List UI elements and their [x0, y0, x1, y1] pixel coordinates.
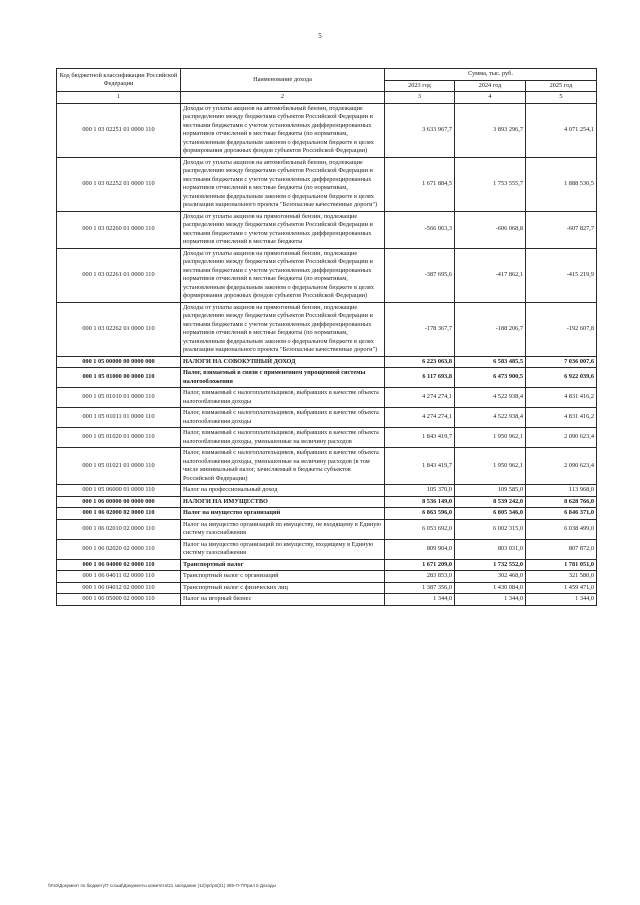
amount-2025-cell: 321 580,0	[526, 571, 597, 583]
budget-revenue-table	[56, 68, 597, 606]
amount-2023-cell: 8 536 149,0	[385, 496, 455, 508]
budget-code-cell: 000 1 05 00000 00 0000 000	[57, 356, 181, 368]
amount-2024-cell: 3 893 296,7	[455, 103, 526, 157]
column-number-1: 1	[57, 92, 181, 104]
amount-2025-cell: -192 607,8	[526, 302, 597, 356]
table-row	[57, 508, 597, 520]
revenue-name-cell: Доходы от уплаты акцизов на автомобильный бензин, подлежащие распределению между бюджетами субъектов Российской Федерации и местными бюджетами с учетом установленных дифференцированных нормативов отчислений в местные бюджеты (по нормативам, установленным федеральным законом о федеральном бюджете в целях реализации национального проекта "Безопасные качественные дороги")	[181, 157, 385, 211]
header-name: Наименование дохода	[181, 69, 385, 92]
header-2023: 2023 год	[385, 80, 455, 92]
table-row	[57, 157, 597, 211]
table-column-number-row	[57, 92, 597, 104]
revenue-name-cell: Налог на профессиональный доход	[181, 485, 385, 497]
amount-2024-cell: 1 732 552,0	[455, 559, 526, 571]
table-row	[57, 519, 597, 539]
revenue-name-cell: Доходы от уплаты акцизов на прямогонный бензин, подлежащие распределению между бюджетами субъектов Российской Федерации и местными бюджетами с учетом установленных дифференцированных нормативов отчислений в местные бюджеты	[181, 211, 385, 248]
table-row	[57, 388, 597, 408]
budget-code-cell: 000 1 06 02020 02 0000 110	[57, 539, 181, 559]
revenue-name-cell: НАЛОГИ НА СОВОКУПНЫЙ ДОХОД	[181, 356, 385, 368]
amount-2023-cell: 4 274 274,1	[385, 388, 455, 408]
amount-2025-cell: 2 090 623,4	[526, 428, 597, 448]
revenue-name-cell: Налог, взимаемый с налогоплательщиков, выбравших в качестве объекта налогообложения доходы	[181, 408, 385, 428]
amount-2024-cell: 6 473 900,5	[455, 368, 526, 388]
table-row	[57, 559, 597, 571]
table-row	[57, 356, 597, 368]
revenue-name-cell: Налог на имущество организаций по имуществу, не входящему в Единую систему газоснабжения	[181, 519, 385, 539]
amount-2024-cell: 8 539 242,0	[455, 496, 526, 508]
amount-2024-cell: -188 206,7	[455, 302, 526, 356]
budget-code-cell: 000 1 03 02251 01 0000 110	[57, 103, 181, 157]
table-row	[57, 582, 597, 594]
amount-2025-cell: -607 827,7	[526, 211, 597, 248]
amount-2023-cell: 6 223 063,8	[385, 356, 455, 368]
table-row	[57, 448, 597, 485]
budget-code-cell: 000 1 05 01000 00 0000 110	[57, 368, 181, 388]
revenue-name-cell: Транспортный налог с физических лиц	[181, 582, 385, 594]
header-2025: 2025 год	[526, 80, 597, 92]
amount-2025-cell: 807 872,0	[526, 539, 597, 559]
budget-code-cell: 000 1 05 01020 01 0000 110	[57, 428, 181, 448]
amount-2025-cell: 113 968,0	[526, 485, 597, 497]
amount-2023-cell: 105 370,0	[385, 485, 455, 497]
budget-code-cell: 000 1 05 01011 01 0000 110	[57, 408, 181, 428]
amount-2025-cell: 7 036 007,6	[526, 356, 597, 368]
revenue-name-cell: Транспортный налог	[181, 559, 385, 571]
amount-2024-cell: 1 950 962,1	[455, 448, 526, 485]
table-row	[57, 408, 597, 428]
table-row	[57, 428, 597, 448]
amount-2025-cell: 1 459 471,0	[526, 582, 597, 594]
budget-code-cell: 000 1 03 02252 01 0000 110	[57, 157, 181, 211]
amount-2024-cell: 803 031,0	[455, 539, 526, 559]
revenue-name-cell: Доходы от уплаты акцизов на прямогонный бензин, подлежащие распределению между бюджетами субъектов Российской Федерации и местными бюджетами с учетом установленных дифференцированных нормативов отчислений в местные бюджеты (по нормативам, установленным федеральным законом о федеральном бюджете в целях реализации национального проекта "Безопасные качественные дороги")	[181, 302, 385, 356]
header-2024: 2024 год	[455, 80, 526, 92]
budget-code-cell: 000 1 05 06000 01 0000 110	[57, 485, 181, 497]
file-path-footer: \\Fs0\Документ по бюджету\7 созыв\Документы комитета\21 заседание (12)\рг\рп(21) 385-П-7\Прил 5 Доходы	[48, 883, 276, 888]
table-row	[57, 248, 597, 302]
revenue-name-cell: Налог на имущество организаций по имуществу, входящему в Единую систему газоснабжения	[181, 539, 385, 559]
amount-2024-cell: 1 753 555,7	[455, 157, 526, 211]
revenue-name-cell: Транспортный налог с организаций	[181, 571, 385, 583]
column-number-4: 4	[455, 92, 526, 104]
amount-2025-cell: 1 781 051,0	[526, 559, 597, 571]
amount-2025-cell: 2 090 623,4	[526, 448, 597, 485]
revenue-name-cell: НАЛОГИ НА ИМУЩЕСТВО	[181, 496, 385, 508]
amount-2023-cell: 6 053 692,0	[385, 519, 455, 539]
amount-2025-cell: 1 344,0	[526, 594, 597, 606]
table-row	[57, 571, 597, 583]
budget-code-cell: 000 1 05 01010 01 0000 110	[57, 388, 181, 408]
amount-2025-cell: 8 628 766,0	[526, 496, 597, 508]
amount-2023-cell: 6 863 596,0	[385, 508, 455, 520]
amount-2023-cell: 1 344,0	[385, 594, 455, 606]
budget-code-cell: 000 1 06 04000 02 0000 110	[57, 559, 181, 571]
amount-2024-cell: 1 344,0	[455, 594, 526, 606]
revenue-name-cell: Доходы от уплаты акцизов на автомобильный бензин, подлежащие распределению между бюджетами субъектов Российской Федерации и местными бюджетами с учетом установленных дифференцированных нормативов отчислений в местные бюджеты (по нормативам, установленным федеральным законом о федеральном бюджете в целях формирования дорожных фондов субъектов Российской Федерации)	[181, 103, 385, 157]
amount-2024-cell: 4 522 938,4	[455, 408, 526, 428]
amount-2024-cell: 4 522 938,4	[455, 388, 526, 408]
column-number-3: 3	[385, 92, 455, 104]
amount-2025-cell: 4 071 254,1	[526, 103, 597, 157]
amount-2024-cell: 302 468,0	[455, 571, 526, 583]
amount-2023-cell: 283 853,0	[385, 571, 455, 583]
amount-2023-cell: 1 671 209,0	[385, 559, 455, 571]
table-row	[57, 539, 597, 559]
table-row	[57, 103, 597, 157]
table-row	[57, 485, 597, 497]
amount-2024-cell: 1 430 084,0	[455, 582, 526, 594]
amount-2023-cell: -178 367,7	[385, 302, 455, 356]
table-row	[57, 368, 597, 388]
header-code: Код бюджетной классификации Российской Федерации	[57, 69, 181, 92]
revenue-name-cell: Налог на имущество организаций	[181, 508, 385, 520]
amount-2025-cell: 6 922 039,6	[526, 368, 597, 388]
amount-2025-cell: 4 831 416,2	[526, 408, 597, 428]
budget-code-cell: 000 1 06 02000 02 0000 110	[57, 508, 181, 520]
amount-2023-cell: 1 387 356,0	[385, 582, 455, 594]
amount-2023-cell: 4 274 274,1	[385, 408, 455, 428]
amount-2024-cell: 1 950 962,1	[455, 428, 526, 448]
budget-code-cell: 000 1 06 04011 02 0000 110	[57, 571, 181, 583]
budget-code-cell: 000 1 06 04012 02 0000 110	[57, 582, 181, 594]
amount-2023-cell: 809 904,0	[385, 539, 455, 559]
table-row	[57, 496, 597, 508]
header-sum: Сумма, тыс. руб.	[385, 69, 597, 81]
revenue-name-cell: Налог, взимаемый в связи с применением упрощенной системы налогообложения	[181, 368, 385, 388]
amount-2024-cell: 6 805 346,0	[455, 508, 526, 520]
amount-2023-cell: -387 695,6	[385, 248, 455, 302]
column-number-2: 2	[181, 92, 385, 104]
budget-code-cell: 000 1 03 02261 01 0000 110	[57, 248, 181, 302]
table-row	[57, 302, 597, 356]
page-number: 5	[318, 32, 322, 40]
budget-code-cell: 000 1 05 01021 01 0000 110	[57, 448, 181, 485]
amount-2023-cell: 1 671 884,5	[385, 157, 455, 211]
budget-code-cell: 000 1 06 00000 00 0000 000	[57, 496, 181, 508]
amount-2023-cell: -566 063,3	[385, 211, 455, 248]
revenue-name-cell: Доходы от уплаты акцизов на прямогонный бензин, подлежащие распределению между бюджетами субъектов Российской Федерации и местными бюджетами с учетом установленных дифференцированных нормативов отчислений в местные бюджеты (по нормативам, установленным федеральным законом о федеральном бюджете в целях формирования дорожных фондов субъектов Российской Федерации)	[181, 248, 385, 302]
budget-code-cell: 000 1 03 02262 01 0000 110	[57, 302, 181, 356]
amount-2023-cell: 6 117 693,8	[385, 368, 455, 388]
budget-code-cell: 000 1 03 02260 01 0000 110	[57, 211, 181, 248]
revenue-name-cell: Налог, взимаемый с налогоплательщиков, выбравших в качестве объекта налогообложения доходы, уменьшенные на величину расходов	[181, 428, 385, 448]
budget-code-cell: 000 1 06 02010 02 0000 110	[57, 519, 181, 539]
amount-2024-cell: -417 862,1	[455, 248, 526, 302]
amount-2024-cell: 6 583 485,5	[455, 356, 526, 368]
amount-2025-cell: 1 888 530,5	[526, 157, 597, 211]
budget-code-cell: 000 1 06 05000 02 0000 110	[57, 594, 181, 606]
amount-2024-cell: 6 002 315,0	[455, 519, 526, 539]
revenue-name-cell: Налог, взимаемый с налогоплательщиков, выбравших в качестве объекта налогообложения доходы, уменьшенные на величину расходов (в том числе минимальный налог, зачисляемый в бюджеты субъектов Российской Федерации)	[181, 448, 385, 485]
amount-2023-cell: 1 843 419,7	[385, 428, 455, 448]
amount-2023-cell: 3 633 967,7	[385, 103, 455, 157]
amount-2025-cell: -415 219,9	[526, 248, 597, 302]
amount-2024-cell: -606 068,8	[455, 211, 526, 248]
amount-2025-cell: 6 038 499,0	[526, 519, 597, 539]
column-number-5: 5	[526, 92, 597, 104]
table-row	[57, 211, 597, 248]
amount-2024-cell: 109 585,0	[455, 485, 526, 497]
table-row	[57, 594, 597, 606]
revenue-name-cell: Налог на игорный бизнес	[181, 594, 385, 606]
amount-2023-cell: 1 843 419,7	[385, 448, 455, 485]
revenue-name-cell: Налог, взимаемый с налогоплательщиков, выбравших в качестве объекта налогообложения доходы	[181, 388, 385, 408]
table-header-row	[57, 69, 597, 81]
amount-2025-cell: 4 831 416,2	[526, 388, 597, 408]
amount-2025-cell: 6 846 371,0	[526, 508, 597, 520]
